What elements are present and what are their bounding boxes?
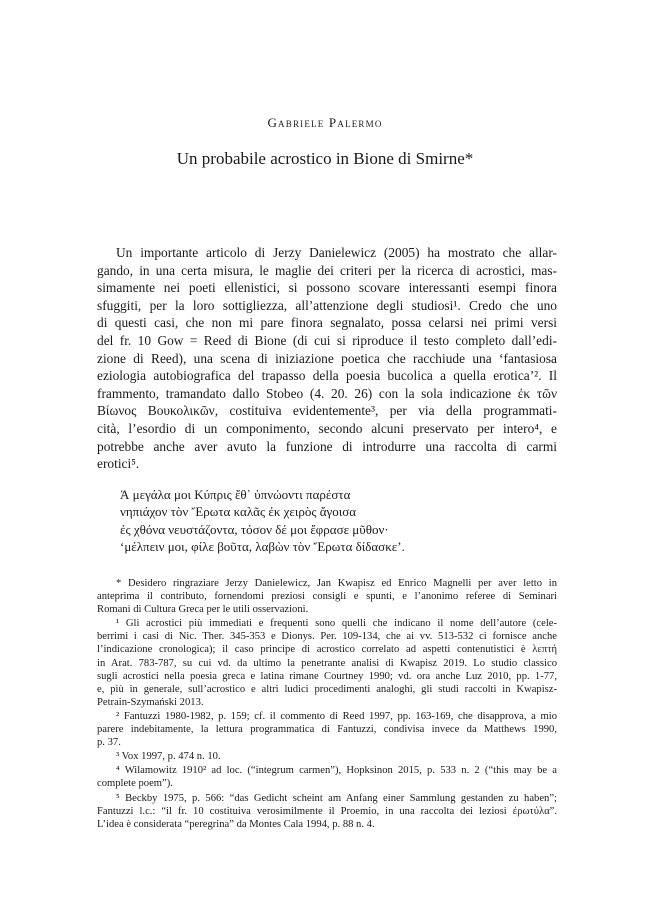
footnote-line: * Desidero ringraziare Jerzy Danielewicz, Jan Kwapisz ed Enrico Magnelli per aver letto in [116, 578, 557, 589]
footnote-line: Fantuzzi l.c.: “il fr. 10 costituiva verosimilmente il Proemio, in una raccolta dei leziosi ἐρωτύλα”. [97, 805, 557, 817]
verse-line: Ἁ μεγάλα μοι Κύπρις ἔθ᾽ ὑπνώοντι παρέστα [120, 487, 351, 502]
body-line: gando, in una certa misura, le maglie dei criteri per la ricerca di acrostici, mas- [97, 262, 557, 278]
footnote-1 [97, 617, 557, 709]
footnote-line: p. 37. [97, 737, 121, 749]
body-line: eziologia autobiografica del trapasso della poesia bucolica a quella erotica’². Il [97, 368, 557, 384]
footnote-line: sugli acrostici nella poesia greca e latina rimane Courtney 1990; vd. ora anche Luz 2010, pp. 1-77, [97, 670, 557, 682]
body-line: sfuggiti, per la loro sottigliezza, all’attenzione degli studiosi¹. Credo che uno [97, 297, 557, 313]
footnote-line: l’indicazione cronologica); il caso principe di acrostico correlato ad aspetti contenutistici è λεπτή [97, 644, 557, 656]
footnote-line: ¹ Gli acrostici più immediati e frequenti sono quelli che indicano il nome dell’autore (cele- [116, 618, 557, 630]
body-line: di questi casi, che non mi pare finora segnalato, possa celarsi nei primi versi [97, 315, 557, 331]
footnote-line: ⁵ Beckby 1975, p. 566: “das Gedicht scheint am Anfang einer Sammlung gestanden zu haben”; [116, 792, 557, 804]
footnote-line: e, più in generale, sull’acrostico e altri ludici procedimenti analoghi, gli studi raccolti in Kwapisz- [97, 683, 557, 695]
author-name: Gabriele Palermo [267, 115, 383, 130]
footnote-4 [97, 764, 557, 790]
article-title: Un probabile acrostico in Bione di Smirne* [176, 149, 474, 168]
verse-line: ἐς χθόνα νευστάζοντα, τόσον δέ μοι ἔφρασε μῦθον· [120, 521, 389, 537]
verse-line: ‘μέλπειν μοι, φίλε βοῦτα, λαβὼν τὸν Ἔρωτα δίδασκε’. [120, 539, 405, 555]
footnote-line: ⁴ Wilamowitz 1910² ad loc. (“integrum carmen”), Hopksinon 2015, p. 533 n. 2 (“this may be a [116, 765, 557, 777]
footnote-line: ³ Vox 1997, p. 474 n. 10. [116, 751, 221, 763]
verse-line: νηπιάχον τὸν Ἔρωτα καλᾶς ἐκ χειρὸς ἄγοισα [120, 504, 357, 520]
body-line: frammento, tramandato dallo Stobeo (4. 20. 26) con la sola indicazione ἐκ τῶν [97, 385, 557, 401]
footnotes [97, 577, 557, 832]
footnote-line: parere indebitamente, la lettura programmatica di Fantuzzi, condivisa invece da Matthews 1990, [97, 724, 557, 736]
footnote-line: ² Fantuzzi 1980-1982, p. 159; cf. il commento di Reed 1997, pp. 163-169, che disapprova, a mio [116, 710, 557, 722]
body-line: Un importante articolo di Jerzy Danielewicz (2005) ha mostrato che allar- [116, 245, 557, 260]
footnote-line: Petrain-Szymański 2013. [97, 696, 204, 708]
body-line: potrebbe anche aver avuto la funzione di introdurre una raccolta di carmi [97, 438, 557, 454]
footnote-2 [97, 710, 557, 749]
greek-verse-quote [120, 486, 540, 556]
body-line: cità, l’esordio di un componimento, secondo alcuni preservato per intero⁴, e [97, 420, 557, 436]
body-line: del fr. 10 Gow = Reed di Bione (di cui si riproduce il testo completo dall’edi- [97, 332, 557, 348]
footnote-line: in Arat. 783-787, su cui vd. da ultimo la penetrante analisi di Kwapisz 2019. Lo studio classico [97, 657, 557, 669]
body-paragraph [97, 244, 557, 473]
footnote-acknowledgement [97, 577, 557, 616]
body-line: zione di Reed), una scena di iniziazione poetica che racchiude una ‘fantasiosa [97, 350, 557, 366]
footnote-line: Romani di Cultura Greca per le utili osservazioni. [97, 604, 309, 616]
body-line: Βίωνος Βουκολικῶν, costituiva evidentemente³, per via della programmati- [97, 403, 557, 419]
body-line: simamente nei poeti ellenistici, si possono scovare interessanti esempi finora [97, 280, 557, 296]
footnote-3 [97, 750, 557, 763]
footnote-line: complete poem”). [97, 778, 173, 790]
footnote-5 [97, 792, 557, 831]
body-line: erotici⁵. [97, 456, 140, 472]
footnote-line: L’idea è considerata “peregrina” da Montes Cala 1994, p. 88 n. 4. [97, 818, 375, 830]
footnote-line: berrimi i casi di Nic. Ther. 345-353 e Dionys. Per. 109-134, che ai vv. 513-532 ci fornisce anche [97, 631, 557, 643]
footnote-line: anteprima il contributo, fornendomi preziosi consigli e spunti, e l’anonimo referee di Seminari [97, 591, 557, 603]
